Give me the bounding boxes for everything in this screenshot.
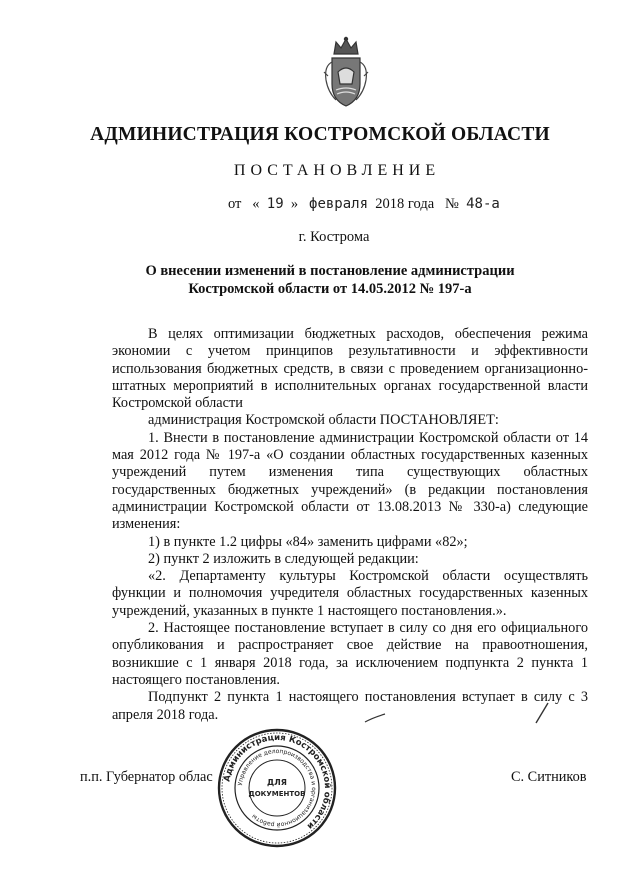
organization-title: АДМИНИСТРАЦИЯ КОСТРОМСКОЙ ОБЛАСТИ xyxy=(90,124,550,145)
document-number: 48-а xyxy=(466,196,500,212)
document-date-line xyxy=(228,196,500,213)
date-open-quote: « xyxy=(252,196,260,212)
city: г. Кострома xyxy=(298,229,370,245)
date-month: февраля xyxy=(309,196,369,212)
stamp-center-line-1: ДЛЯ xyxy=(267,778,287,787)
official-stamp-seal xyxy=(216,727,338,849)
paragraph-subitem-1: 1) в пункте 1.2 цифры «84» заменить цифрами «82»; xyxy=(148,533,468,550)
document-body xyxy=(112,326,588,724)
paragraph-preamble: В целях оптимизации бюджетных расходов, обеспечения режима экономии с учетом принципов результативности и эффективности использования бюджетных средств, в связи с проведением организационно-штатных мероприятий в исполнительных органах государственной власти Костромской области xyxy=(112,326,588,412)
date-day: 19 xyxy=(266,196,284,212)
stamp-outer-text: Администрация Костромской области xyxy=(222,732,333,831)
stamp-inner-text: Управление делопроизводства и организационной работы xyxy=(237,747,318,829)
paragraph-item-1: 1. Внести в постановление администрации Костромской области от 14 мая 2012 года № 197-а «О создании областных государственных казенных учреждений путем изменения типа существующих областных государственных бюджетных учреждений» (в редакции постановления администрации Костромской области от 13.08.2013 № 330-а) следующие изменения: xyxy=(112,429,588,533)
date-year: 2018 года xyxy=(375,196,435,212)
stamp-center-line-2: ДОКУМЕНТОВ xyxy=(248,790,306,798)
handwritten-mark xyxy=(534,702,550,724)
date-prefix: от xyxy=(228,196,242,212)
coat-of-arms-emblem xyxy=(322,36,370,112)
paragraph-item-2: 2. Настоящее постановление вступает в силу со дня его официального опубликования и распространяет свое действие на правоотношения, возникшие с 1 января 2018 года, за исключением подпункта 2 пункта 1 настоящего постановления. xyxy=(112,620,588,688)
paragraph-subitem-2: 2) пункт 2 изложить в следующей редакции: xyxy=(148,550,419,567)
handwritten-mark xyxy=(364,712,386,724)
number-sign: № xyxy=(445,196,459,212)
paragraph-effective-date: Подпункт 2 пункта 1 настоящего постановления вступает в силу с 3 апреля 2018 года. xyxy=(112,689,588,723)
date-close-quote: » xyxy=(290,196,299,212)
signatory-name: С. Ситников xyxy=(511,769,587,785)
signatory-title: п.п. Губернатор облас xyxy=(80,769,213,785)
subject-line-1: О внесении изменений в постановление администрации xyxy=(145,263,515,279)
subject-line-2: Костромской области от 14.05.2012 № 197-а xyxy=(188,281,472,297)
paragraph-new-wording: «2. Департаменту культуры Костромской области осуществлять функции и полномочия учредителя областных государственных казенных учреждений, указанных в пункте 1 настоящего постановления.». xyxy=(112,568,588,619)
document-subject xyxy=(100,262,560,298)
document-type: ПОСТАНОВЛЕНИЕ xyxy=(233,162,441,179)
paragraph-resolves: администрация Костромской области ПОСТАНОВЛЯЕТ: xyxy=(148,412,499,429)
